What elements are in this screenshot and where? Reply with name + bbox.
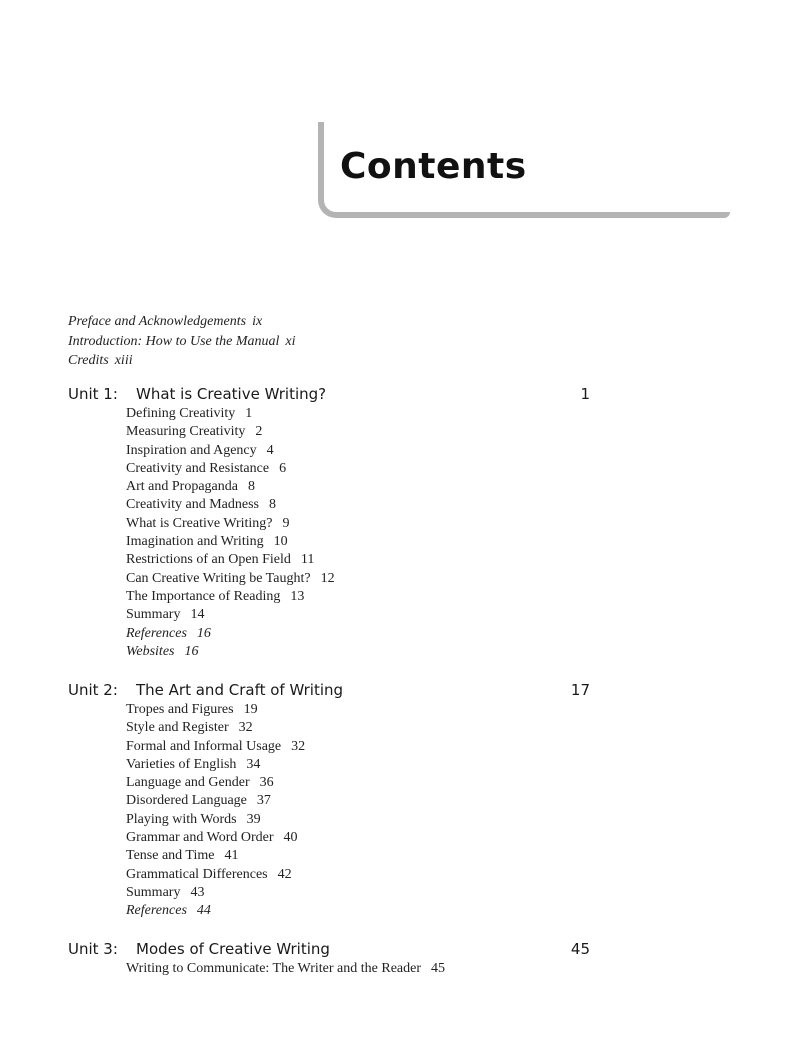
toc-entry-page: 11	[300, 552, 315, 568]
toc-entry[interactable]	[126, 756, 598, 774]
front-matter-page: xiii	[114, 353, 133, 368]
toc-entry-label: Defining Creativity	[126, 406, 236, 421]
toc-entry-page: 36	[259, 775, 274, 791]
toc-entry[interactable]	[126, 515, 598, 533]
toc-entry-label: Can Creative Writing be Taught?	[126, 570, 311, 586]
toc-entry-label: References	[126, 903, 187, 919]
toc-entry[interactable]	[126, 960, 598, 978]
toc-entry-page: 4	[266, 442, 274, 458]
toc-entry-label: Tropes and Figures	[126, 702, 234, 717]
toc-entry[interactable]	[126, 478, 598, 496]
toc-entry-label: Varieties of English	[126, 756, 237, 772]
toc-entry-page: 32	[291, 738, 306, 754]
toc-entry-page: 44	[196, 903, 211, 919]
toc-entry-page: 1	[245, 406, 253, 421]
toc-entry-label: Writing to Communicate: The Writer and the Reader	[126, 961, 421, 976]
toc-entry-page: 6	[279, 460, 287, 476]
toc-entry-page: 37	[256, 793, 271, 809]
unit-heading[interactable]	[68, 681, 598, 703]
toc-entry[interactable]	[126, 829, 598, 847]
toc-entry[interactable]	[126, 570, 598, 588]
toc-entry-page: 34	[246, 756, 261, 772]
toc-entry-page: 2	[255, 424, 263, 440]
unit-entries	[126, 405, 598, 661]
toc-entry-page: 13	[290, 588, 305, 604]
toc-entry-page: 8	[268, 497, 276, 513]
toc-entry-label: Art and Propaganda	[126, 479, 238, 495]
toc-entry-label: Measuring Creativity	[126, 424, 246, 440]
toc-entry-label: Grammar and Word Order	[126, 830, 274, 846]
toc-entry-page: 45	[431, 961, 445, 976]
unit-entries	[126, 960, 598, 978]
toc-entry-page: 41	[224, 848, 239, 864]
unit-number: Unit 2:	[68, 681, 118, 699]
unit-title: The Art and Craft of Writing	[136, 681, 344, 699]
toc-entry[interactable]	[126, 442, 598, 460]
unit-page: 17	[570, 681, 590, 699]
toc-entry-page: 39	[246, 811, 261, 827]
toc-entry-label: Inspiration and Agency	[126, 442, 257, 458]
toc-entry-page: 16	[196, 625, 211, 641]
toc-entry-label: What is Creative Writing?	[126, 515, 273, 531]
toc-entry[interactable]	[126, 774, 598, 792]
page-title: Contents	[340, 146, 527, 187]
toc-entry-label: Playing with Words	[126, 811, 237, 827]
front-matter-list	[68, 312, 296, 371]
toc-entry-label: Creativity and Madness	[126, 497, 259, 513]
front-matter-page: ix	[252, 314, 263, 329]
unit-title: What is Creative Writing?	[136, 385, 327, 403]
unit-section-1	[68, 385, 598, 661]
toc-entry-label: Style and Register	[126, 720, 229, 736]
toc-entry[interactable]	[126, 866, 598, 884]
toc-entry-label: Restrictions of an Open Field	[126, 552, 291, 568]
toc-entry-label: Creativity and Resistance	[126, 460, 270, 476]
unit-section-2	[68, 681, 598, 921]
unit-page: 1	[580, 385, 590, 403]
toc-entry-page: 10	[273, 534, 288, 550]
toc-entry-page: 9	[282, 515, 290, 531]
toc-entry[interactable]	[126, 405, 598, 423]
toc-entry-label: Imagination and Writing	[126, 534, 264, 550]
toc-entry-label: Grammatical Differences	[126, 866, 268, 882]
toc-entry[interactable]	[126, 606, 598, 624]
toc-entry[interactable]	[126, 847, 598, 865]
front-matter-page: xi	[285, 333, 296, 349]
toc-entry-label: Websites	[126, 643, 175, 659]
toc-entry[interactable]	[126, 625, 598, 643]
toc-entry[interactable]	[126, 551, 598, 569]
toc-entry-label: Formal and Informal Usage	[126, 738, 282, 754]
toc-entry-page: 8	[247, 479, 255, 495]
toc-entry-label: Summary	[126, 884, 181, 900]
front-matter-item[interactable]	[68, 312, 296, 332]
toc-entry-page: 40	[283, 830, 298, 846]
toc-entry-label: Disordered Language	[126, 793, 247, 809]
unit-heading[interactable]	[68, 385, 598, 407]
toc-entry-label: Tense and Time	[126, 848, 215, 864]
toc-entry[interactable]	[126, 738, 598, 756]
toc-entry-page: 16	[184, 643, 199, 659]
toc-entry[interactable]	[126, 701, 598, 719]
front-matter-label: Introduction: How to Use the Manual	[68, 333, 280, 349]
unit-section-3	[68, 940, 598, 978]
unit-title: Modes of Creative Writing	[136, 940, 330, 958]
toc-entry[interactable]	[126, 902, 598, 920]
toc-entry[interactable]	[126, 719, 598, 737]
toc-entry-page: 43	[190, 884, 205, 900]
front-matter-item[interactable]	[68, 351, 296, 371]
toc-entry-label: References	[126, 625, 187, 641]
toc-entry[interactable]	[126, 423, 598, 441]
toc-entry[interactable]	[126, 792, 598, 810]
toc-entry-page: 32	[238, 720, 253, 736]
toc-entry[interactable]	[126, 643, 598, 661]
front-matter-label: Credits	[68, 353, 109, 368]
unit-heading[interactable]	[68, 940, 598, 962]
toc-entry-label: Summary	[126, 607, 181, 623]
toc-entry[interactable]	[126, 588, 598, 606]
toc-entry[interactable]	[126, 884, 598, 902]
unit-page: 45	[570, 940, 590, 958]
front-matter-item[interactable]	[68, 332, 296, 352]
toc-entry[interactable]	[126, 460, 598, 478]
front-matter-label: Preface and Acknowledgements	[68, 314, 247, 329]
toc-entry-page: 19	[243, 702, 258, 717]
toc-entry-label: Language and Gender	[126, 775, 250, 791]
toc-entry[interactable]	[126, 811, 598, 829]
toc-entry-page: 42	[277, 866, 292, 882]
unit-number: Unit 3:	[68, 940, 118, 958]
toc-entry-page: 12	[320, 570, 335, 586]
unit-number: Unit 1:	[68, 385, 118, 403]
toc-entry[interactable]	[126, 533, 598, 551]
toc-entry[interactable]	[126, 496, 598, 514]
toc-entry-page: 14	[190, 607, 205, 623]
toc-entry-label: The Importance of Reading	[126, 588, 281, 604]
unit-entries	[126, 701, 598, 921]
